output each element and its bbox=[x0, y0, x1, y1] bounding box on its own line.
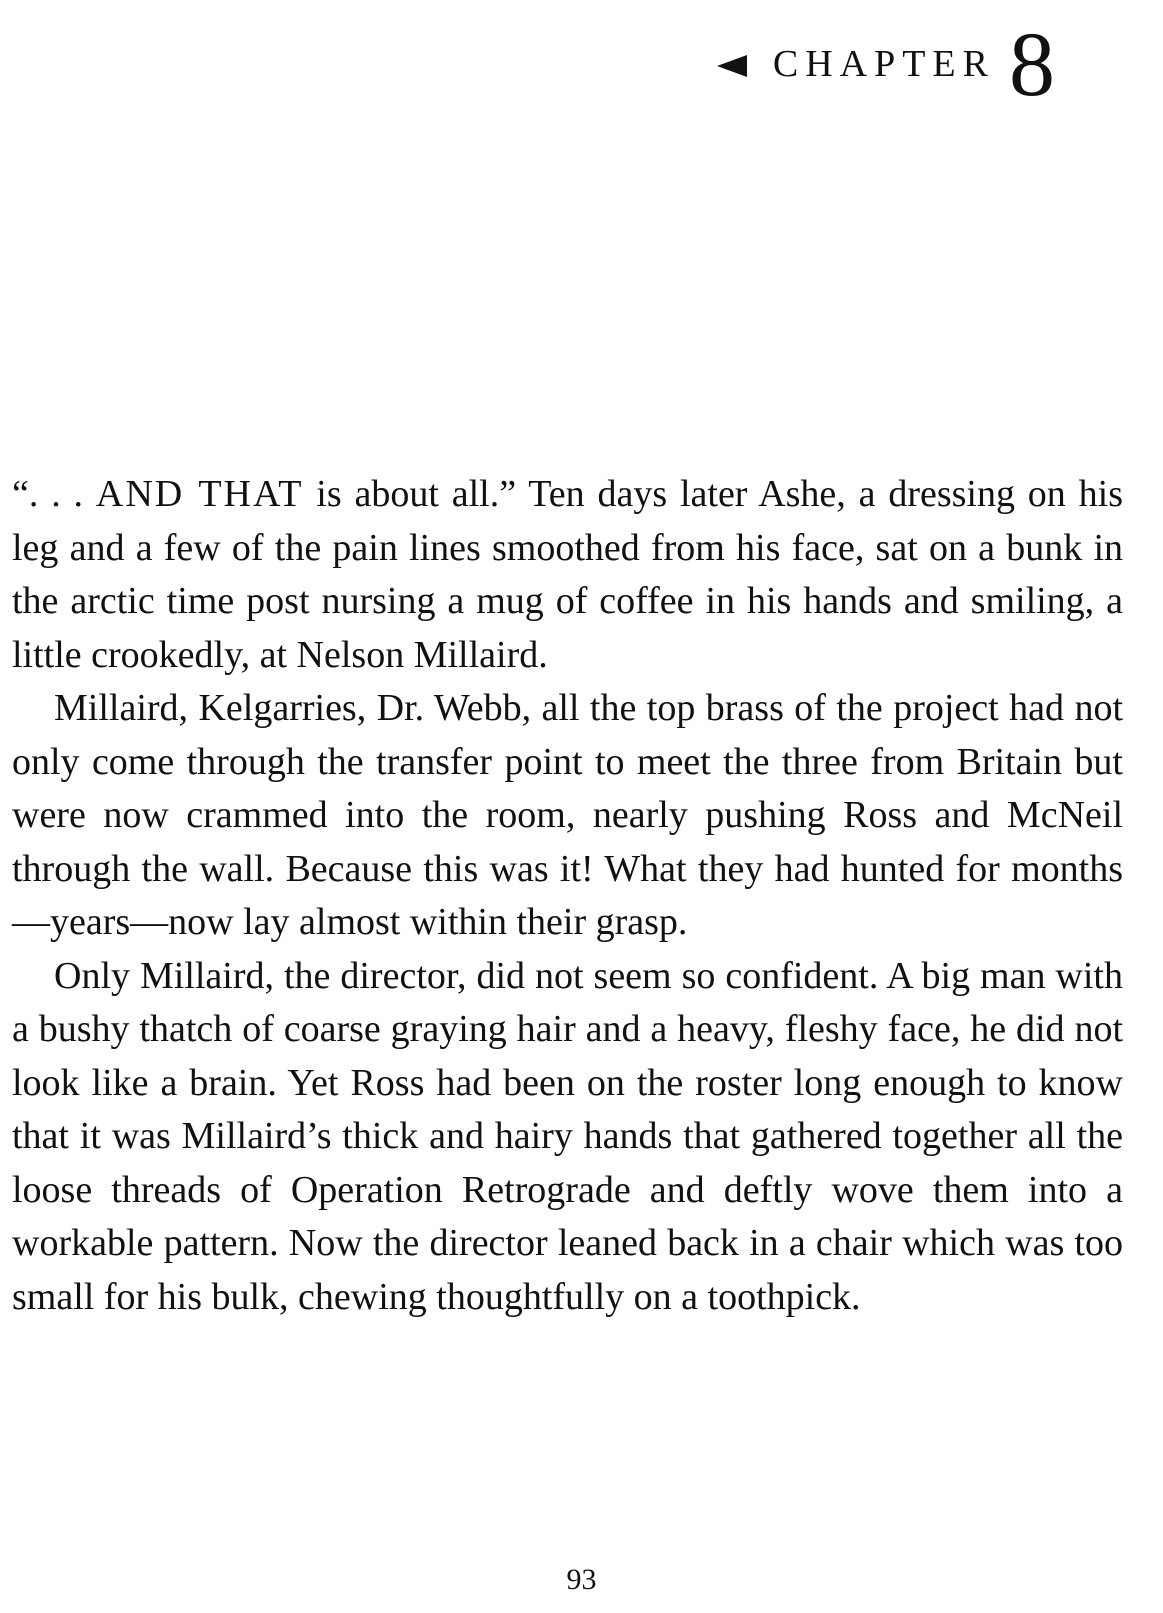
chapter-number: 8 bbox=[1009, 13, 1055, 115]
left-arrow-icon bbox=[717, 55, 747, 77]
page-number: 93 bbox=[566, 1563, 597, 1596]
opening-smallcaps: AND THAT bbox=[95, 473, 304, 515]
paragraph-1-text: is about all.” Ten days later Ashe, a dressing on his leg and a few of the pain lines smoothed from his face, sat on a bunk in the arctic time post nursing a mug of coffee in his hands and smiling, a little crookedly, at Nelson Millaird. bbox=[12, 473, 1123, 676]
chapter-label: CHAPTER bbox=[772, 43, 995, 85]
paragraph-3: Only Millaird, the director, did not seem so confident. A big man with a bushy thatch of coarse graying hair and a heavy, fleshy face, he did not look like a brain. Yet Ross had been on the roster long enough to know that it was Millaird’s thick and hairy hands that gathered together all the loose threads of Operation Retrograde and deftly wove them into a workable pattern. Now the director leaned back in a chair which was too small for his bulk, chewing thoughtfully on a toothpick. bbox=[12, 954, 1123, 1318]
paragraph-1 bbox=[12, 468, 1123, 682]
chapter-body bbox=[12, 468, 1123, 1324]
paragraph-2: Millaird, Kelgarries, Dr. Webb, all the top brass of the project had not only come through the transfer point to meet the three from Britain but were now crammed into the room, nearly pushing Ross and McNeil through the wall. Because this was it! What they had hunted for months—years—now lay almost within their grasp. bbox=[12, 687, 1123, 943]
chapter-heading bbox=[717, 13, 1055, 115]
opening-quote: “. . . bbox=[12, 473, 96, 515]
